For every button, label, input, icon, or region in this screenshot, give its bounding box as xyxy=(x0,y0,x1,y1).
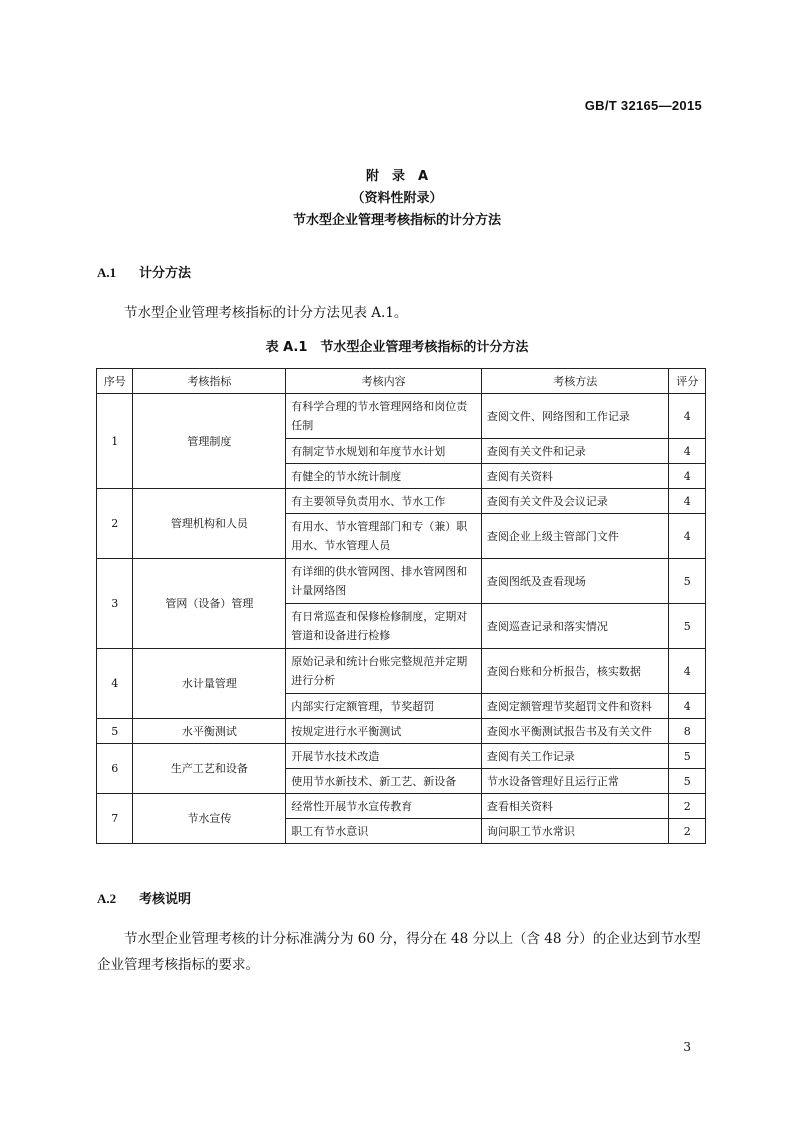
row-score: 5 xyxy=(669,744,706,769)
standard-code: GB/T 32165—2015 xyxy=(584,98,702,113)
table-header-row xyxy=(97,369,706,394)
header-indicator: 考核指标 xyxy=(133,369,286,394)
row-method: 查阅水平衡测试报告书及有关文件 xyxy=(481,719,669,744)
appendix-name: 节水型企业管理考核指标的计分方法 xyxy=(292,213,501,228)
row-score: 4 xyxy=(669,489,706,514)
appendix-heading xyxy=(0,166,794,232)
row-score: 2 xyxy=(669,794,706,819)
section-a2-title: 考核说明 xyxy=(139,892,192,907)
table-row xyxy=(97,394,706,439)
header-seq: 序号 xyxy=(97,369,133,394)
header-method: 考核方法 xyxy=(481,369,669,394)
table-row xyxy=(97,649,706,694)
appendix-title: 附 录 A xyxy=(365,169,429,184)
row-method: 查阅图纸及查看现场 xyxy=(481,559,669,604)
row-method: 查阅巡查记录和落实情况 xyxy=(481,604,669,649)
appendix-subtitle: （资料性附录） xyxy=(351,191,443,206)
row-content: 内部实行定额管理，节奖超罚 xyxy=(286,694,482,719)
row-method: 查阅台账和分析报告，核实数据 xyxy=(481,649,669,694)
table-row xyxy=(97,794,706,819)
scoring-table xyxy=(96,368,706,844)
header-score: 评分 xyxy=(669,369,706,394)
row-score: 2 xyxy=(669,819,706,844)
row-score: 4 xyxy=(669,464,706,489)
table-row xyxy=(97,744,706,769)
table-caption: 表 A.1 节水型企业管理考核指标的计分方法 xyxy=(265,340,529,355)
row-content: 使用节水新技术、新工艺、新设备 xyxy=(286,769,482,794)
group-seq: 5 xyxy=(97,719,133,744)
section-a1-title: 计分方法 xyxy=(139,266,192,281)
row-score: 4 xyxy=(669,649,706,694)
row-score: 8 xyxy=(669,719,706,744)
group-indicator: 水计量管理 xyxy=(133,649,286,719)
row-method: 查阅有关工作记录 xyxy=(481,744,669,769)
group-indicator: 水平衡测试 xyxy=(133,719,286,744)
row-content: 有详细的供水管网图、排水管网图和计量网络图 xyxy=(286,559,482,604)
row-score: 4 xyxy=(669,514,706,559)
row-method: 查阅文件、网络图和工作记录 xyxy=(481,394,669,439)
section-a2-number: A.2 xyxy=(97,891,117,906)
row-method: 查阅企业上级主管部门文件 xyxy=(481,514,669,559)
row-content: 有用水、节水管理部门和专（兼）职用水、节水管理人员 xyxy=(286,514,482,559)
table-row xyxy=(97,559,706,604)
section-a1-heading xyxy=(97,262,191,281)
row-content: 按规定进行水平衡测试 xyxy=(286,719,482,744)
group-indicator: 生产工艺和设备 xyxy=(133,744,286,794)
section-a2-text: 节水型企业管理考核的计分标准满分为 60 分，得分在 48 分以上（含 48 分）的企业达到节水型企业管理考核指标的要求。 xyxy=(97,931,701,973)
row-method: 查阅有关文件和记录 xyxy=(481,439,669,464)
group-seq: 7 xyxy=(97,794,133,844)
row-score: 5 xyxy=(669,604,706,649)
row-content: 有制定节水规划和年度节水计划 xyxy=(286,439,482,464)
row-content: 开展节水技术改造 xyxy=(286,744,482,769)
row-content: 有健全的节水统计制度 xyxy=(286,464,482,489)
row-score: 4 xyxy=(669,439,706,464)
group-seq: 2 xyxy=(97,489,133,559)
row-method: 查看相关资料 xyxy=(481,794,669,819)
section-a1-text: 节水型企业管理考核指标的计分方法见表 A.1。 xyxy=(124,305,408,321)
table-row xyxy=(97,719,706,744)
row-score: 4 xyxy=(669,394,706,439)
group-seq: 1 xyxy=(97,394,133,489)
page-number: 3 xyxy=(683,1040,691,1054)
row-content: 有日常巡查和保修检修制度，定期对管道和设备进行检修 xyxy=(286,604,482,649)
row-content: 有科学合理的节水管理网络和岗位责任制 xyxy=(286,394,482,439)
group-seq: 6 xyxy=(97,744,133,794)
row-method: 查阅定额管理节奖超罚文件和资料 xyxy=(481,694,669,719)
group-indicator: 管理机构和人员 xyxy=(133,489,286,559)
header-content: 考核内容 xyxy=(286,369,482,394)
section-a1-number: A.1 xyxy=(97,265,117,280)
row-score: 5 xyxy=(669,559,706,604)
row-score: 5 xyxy=(669,769,706,794)
row-content: 原始记录和统计台账完整规范并定期进行分析 xyxy=(286,649,482,694)
group-seq: 3 xyxy=(97,559,133,649)
row-content: 有主要领导负责用水、节水工作 xyxy=(286,489,482,514)
group-indicator: 节水宣传 xyxy=(133,794,286,844)
group-seq: 4 xyxy=(97,649,133,719)
row-content: 职工有节水意识 xyxy=(286,819,482,844)
row-method: 节水设备管理好且运行正常 xyxy=(481,769,669,794)
row-method: 查阅有关文件及会议记录 xyxy=(481,489,669,514)
row-method: 查阅有关资料 xyxy=(481,464,669,489)
group-indicator: 管网（设备）管理 xyxy=(133,559,286,649)
row-score: 4 xyxy=(669,694,706,719)
row-method: 询问职工节水常识 xyxy=(481,819,669,844)
row-content: 经常性开展节水宣传教育 xyxy=(286,794,482,819)
section-a2-heading xyxy=(97,888,191,907)
table-row xyxy=(97,489,706,514)
group-indicator: 管理制度 xyxy=(133,394,286,489)
